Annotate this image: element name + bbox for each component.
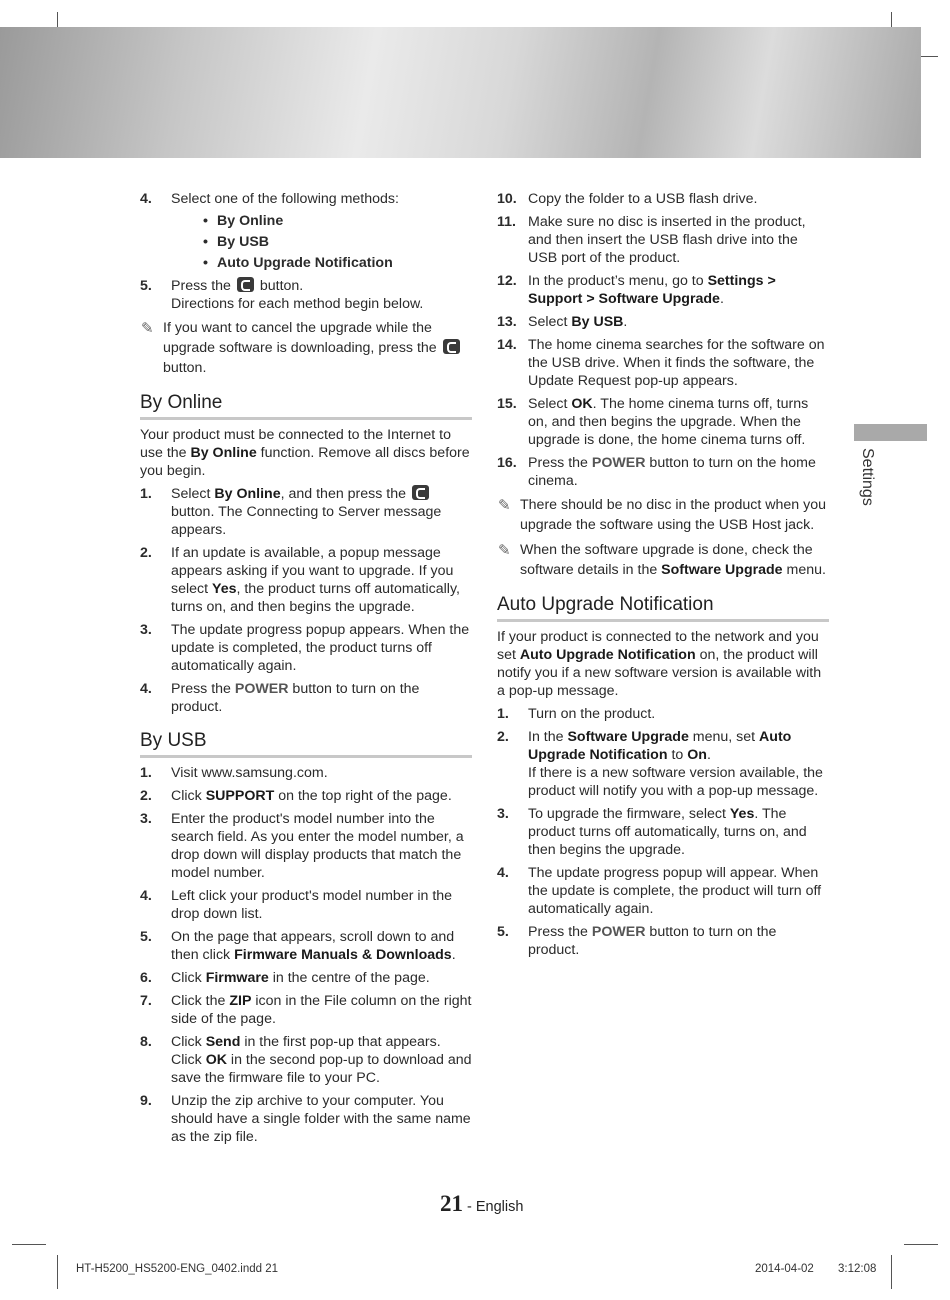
list-item: 16. Press the POWER button to turn on the home cinema. <box>497 455 816 489</box>
chapter-label: Settings <box>859 448 876 506</box>
crop-mark <box>12 1244 46 1245</box>
step-number: 5. <box>140 278 152 294</box>
list-item: 7. Click the ZIP icon in the File column on the right side of the page. <box>140 993 472 1027</box>
list-item: • By Online <box>203 213 284 229</box>
list-item: 3. The update progress popup appears. When the update is completed, the product turns off automatically again. <box>140 622 470 674</box>
list-item: 9. Unzip the zip archive to your computer. You should have a single folder with the same name as the zip file. <box>140 1093 471 1145</box>
step-number: 4. <box>140 191 152 207</box>
print-file-name: HT-H5200_HS5200-ENG_0402.indd 21 <box>76 1263 279 1275</box>
note-pencil-icon: ✎ <box>498 497 511 514</box>
list-item: 2. Click SUPPORT on the top right of the page. <box>140 788 452 804</box>
list-item: 15. Select OK. The home cinema turns off, turns on, and then begins the upgrade. When the upgrade is done, the home cinema turns off. <box>497 396 809 448</box>
section-heading-auto-upgrade: Auto Upgrade Notification <box>497 594 829 622</box>
list-item: • Auto Upgrade Notification <box>203 255 393 271</box>
list-item: 2. If an update is available, a popup message appears asking if you want to upgrade. If you select Yes, the product turns off automatically, turns on, and then begins the upgrade. <box>140 545 460 615</box>
list-item: 14. The home cinema searches for the software on the USB drive. When it finds the software, the Update Request pop-up appears. <box>497 337 825 389</box>
section-intro: Your product must be connected to the Internet to use the By Online function. Remove all discs before you begin. <box>140 427 470 479</box>
list-item: 1. Visit www.samsung.com. <box>140 765 328 781</box>
method-list <box>171 212 472 272</box>
enter-button-icon <box>412 485 429 500</box>
chapter-tab <box>854 424 927 441</box>
list-item: 1. Select By Online, and then press the button. The Connecting to Server message appears. <box>140 486 442 538</box>
left-column <box>140 190 472 1151</box>
list-item: 5. Press the POWER button to turn on the product. <box>497 924 777 958</box>
list-item: 5. Press the button. Directions for each method begin below. <box>140 278 424 312</box>
enter-button-icon <box>443 339 460 354</box>
list-item: 2. In the Software Upgrade menu, set Auto Upgrade Notification to On. If there is a new software version available, the product will notify you with a pop-up message. <box>497 729 823 799</box>
list-item: 4. Left click your product's model number in the drop down list. <box>140 888 453 922</box>
list-item: 11. Make sure no disc is inserted in the product, and then insert the USB flash drive into the USB port of the product. <box>497 214 806 266</box>
list-item: 3. To upgrade the firmware, select Yes. The product turns off automatically, turns on, and then begins the upgrade. <box>497 806 807 858</box>
right-column <box>497 190 829 964</box>
list-item: • By USB <box>203 234 270 250</box>
step-text: Select one of the following methods: <box>171 191 399 207</box>
enter-button-icon <box>237 277 254 292</box>
section-intro: If your product is connected to the network and you set Auto Upgrade Notification on, the product will notify you if a new software version is available with a pop-up message. <box>497 629 822 699</box>
list-item: 8. Click Send in the first pop-up that appears. Click OK in the second pop-up to download and save the firmware file to your PC. <box>140 1034 472 1086</box>
crop-mark <box>904 1244 938 1245</box>
print-date: 2014-04-02 <box>755 1263 814 1275</box>
list-item: 1. Turn on the product. <box>497 706 656 722</box>
note: ✎ If you want to cancel the upgrade while the upgrade software is downloading, press the button. <box>140 318 472 378</box>
note-pencil-icon: ✎ <box>498 542 511 559</box>
crop-mark <box>891 1255 892 1289</box>
page-number: 21 - English <box>440 1191 524 1216</box>
crop-mark <box>57 1255 58 1289</box>
list-item: 4. Press the POWER button to turn on the product. <box>140 681 420 715</box>
print-time: 3:12:08 <box>838 1263 877 1275</box>
list-item: 12. In the product’s menu, go to Settings > Support > Software Upgrade. <box>497 273 776 307</box>
section-heading-by-usb: By USB <box>140 730 472 758</box>
list-item: 10. Copy the folder to a USB flash drive. <box>497 191 758 207</box>
list-item: 3. Enter the product's model number into the search field. As you enter the model number, a drop down will display products that match the model number. <box>140 811 464 881</box>
list-item: 5. On the page that appears, scroll down to and then click Firmware Manuals & Downloads. <box>140 929 456 963</box>
section-heading-by-online: By Online <box>140 392 472 420</box>
list-item: 13. Select By USB. <box>497 314 628 330</box>
list-item: 6. Click Firmware in the centre of the page. <box>140 970 430 986</box>
list-item <box>140 190 472 272</box>
header-banner <box>0 27 921 158</box>
note-pencil-icon: ✎ <box>141 320 154 337</box>
list-item: 4. The update progress popup will appear. When the update is complete, the product will turn off automatically again. <box>497 865 822 917</box>
note: ✎ When the software upgrade is done, check the software details in the Software Upgrade menu. <box>498 542 826 578</box>
note: ✎ There should be no disc in the product when you upgrade the software using the USB Host jack. <box>498 497 827 533</box>
